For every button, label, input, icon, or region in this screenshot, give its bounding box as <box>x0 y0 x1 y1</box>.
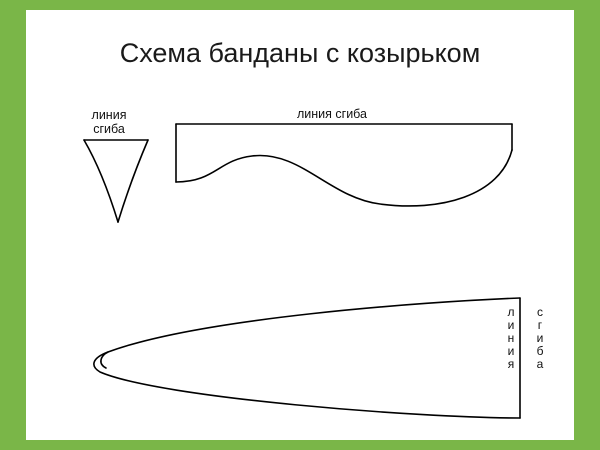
label-bottom-fold-line-right: с г и б а <box>536 305 544 371</box>
label-bottom-fold-line-left: л и н и я <box>507 305 515 371</box>
tail-piece <box>94 298 520 418</box>
label-visor-fold-line: линия сгиба <box>91 108 127 136</box>
page-title: Схема банданы с козырьком <box>119 38 481 68</box>
visor-piece <box>84 140 148 222</box>
label-top-fold-line: линия сгиба <box>296 107 368 121</box>
crown-piece <box>176 124 512 206</box>
